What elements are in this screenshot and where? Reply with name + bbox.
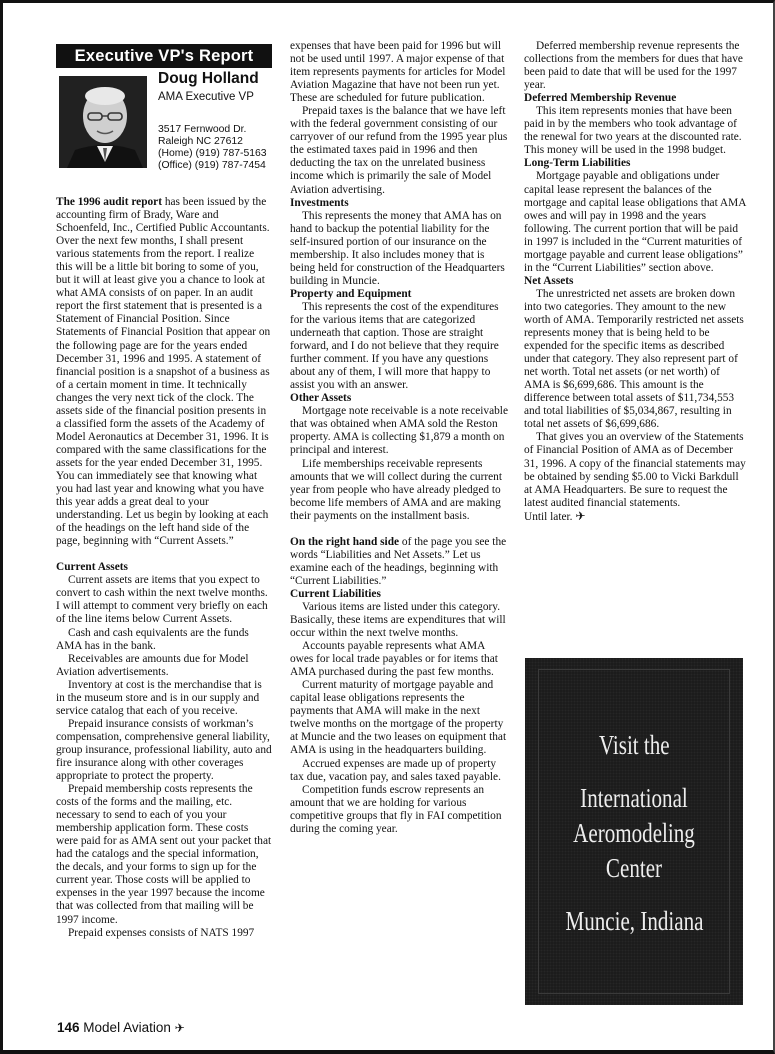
publication-name: Model Aviation	[83, 1020, 171, 1035]
phone-office: (Office) (919) 787-7454	[158, 160, 266, 171]
paragraph: Current assets are items that you expect to convert to cash within the next twelve months. I will attempt to comment very briefly on each of the line items below Current Assets.	[56, 574, 268, 626]
paragraph: This item represents monies that have been paid in by the members who took advantage of the renewal for two years at the discounted rate. This money will be used in the 1998 budget.	[524, 105, 742, 157]
paragraph: Deferred membership revenue represents the collections from the members for dues that have been paid to date that will be used for the 1997 year.	[524, 40, 743, 92]
paragraph: That gives you an overview of the Statements of Financial Position of AMA as of December 31, 1996. A copy of the financial statements may be obtained by sending $5.00 to Vicki Barkdull at AMA Headquarters. Be sure to request the latest audited financial statements.	[524, 431, 746, 509]
column-1	[56, 44, 272, 940]
airplane-icon: ✈	[174, 1021, 185, 1035]
portrait-image	[59, 76, 147, 168]
page-number: 146	[57, 1020, 80, 1035]
page-footer	[57, 1020, 185, 1035]
heading-investments: Investments	[290, 196, 349, 209]
column-3	[524, 40, 746, 524]
paragraph: Mortgage payable and obligations under capital lease represent the balances of the mortgage and capital lease obligations that AMA owes and will pay in 1998 and the years following. The current portion that will be paid in 1997 is included in the “Current maturities of mortgage payable and current lease obligations” in the “Current Liabilities” section above.	[524, 170, 746, 274]
author-photo	[59, 76, 147, 168]
address-street: 3517 Fernwood Dr.	[158, 124, 247, 135]
report-title: Executive VP's Report	[56, 44, 272, 68]
signoff	[524, 510, 746, 524]
author-address	[158, 124, 267, 172]
ad-line-international: International	[580, 783, 688, 813]
paragraph: Cash and cash equivalents are the funds AMA has in the bank.	[56, 626, 249, 652]
paragraph: Current maturity of mortgage payable and capital lease obligations represents the payments that AMA will make in the next twelve months on the mortgage of the property at Muncie and the two leases on equipment that AMA is using in the headquarters building.	[290, 679, 507, 757]
heading-current-liabilities: Current Liabilities	[290, 587, 381, 600]
paragraph: This represents the money that AMA has on hand to backup the potential liability for the self-insured portion of our insurance on the membership. It also includes money that is being held for construction of the Headquarters building in Muncie.	[290, 209, 505, 287]
paragraph: Competition funds escrow represents an amount that we are holding for various competitive groups that fly in FAI competition during the coming year.	[290, 783, 502, 835]
heading-long-term-liabilities: Long-Term Liabilities	[524, 157, 631, 170]
ad-line-visit: Visit the	[598, 730, 670, 760]
ad-line-center: Center	[605, 853, 663, 883]
paragraph: Prepaid membership costs represents the costs of the forms and the mailing, etc. necessary to send to each of you your membership application form. These costs were paid for as AMA sent out your packet that had the catalogs and the special information, the decals, and your forms to sign up for the current year. Those costs will be applied to expenses in the year 1997 because the income that was collected from that mailing will be 1997 income.	[56, 783, 272, 926]
rhs-body: of the page you see the words “Liabilities and Net Assets.” Let us examine each of the headings, beginning with “Current Liabilities.”	[290, 535, 507, 587]
heading-deferred-membership: Deferred Membership Revenue	[524, 92, 677, 105]
intro-lead: The 1996 audit report	[56, 196, 162, 208]
heading-property-equipment: Property and Equipment	[290, 287, 412, 300]
ad-text-frame	[538, 669, 730, 994]
paragraph: Prepaid taxes is the balance that we have left with the federal government consisting of our carryover of our refund from the 1995 year plus the estimated taxes paid in 1996 and then deducting the tax on the unrelated business income which is primarily the sale of Model Aviation advertising.	[290, 105, 508, 196]
phone-home: (Home) (919) 787-5163	[158, 148, 267, 159]
column-2	[290, 40, 508, 836]
ad-line-muncie: Muncie, Indiana	[564, 906, 704, 936]
heading-net-assets: Net Assets	[524, 274, 574, 287]
rhs-paragraph	[290, 536, 508, 588]
heading-current-assets: Current Assets	[56, 561, 128, 574]
ad-line-aeromodeling: Aeromodeling	[573, 818, 695, 848]
rhs-lead: On the right hand side	[290, 535, 400, 548]
paragraph: Prepaid insurance consists of workman’s compensation, comprehensive general liability, group insurance, professional liability, auto and fire insurance along with other coverages appropriate to protect the property.	[56, 717, 272, 783]
intro-paragraph	[56, 196, 272, 548]
intro-body: has been issued by the accounting firm of Brady, Ware and Schoenfeld, Inc., Certified Public Accountants. Over the next few months, I shall present various statements from the report. I realize this will be a little bit boring to some of you, but it will at least give you a chance to look at what AMA consists of on paper. In an audit report the first statement that is presented is a Statement of Financial Position. Since Statements of Financial Position that appear on the following page are for the years ended December 31, 1996 and 1995. A statement of financial position is a snapshot of a business as of a certain moment in time. It technically changes the very next tick of the clock. The assets side of the financial position presents in a classified form the assets of the Academy of Model Aeronautics at December 31, 1996. It is compared with the same classifications for the assets for the year ended December 31, 1995. You can immediately see that knowing what you had last year and knowing what you have this year adds a great deal to your understanding. Let us begin by looking at each of the headings on the left hand side of the page, beginning with “Current Assets.”	[56, 196, 271, 548]
paragraph: Mortgage note receivable is a note receivable that was obtained when AMA sold the Reston property. AMA is collecting $1,879 a month on principal and interest.	[290, 405, 508, 457]
paragraph: expenses that have been paid for 1996 but will not be used until 1997. A major expense of that item represents payments for articles for Model Aviation Magazine that have not been run yet. These are scheduled for future publication.	[290, 40, 506, 105]
author-name: Doug Holland	[158, 70, 259, 87]
paragraph: Inventory at cost is the merchandise that is in the museum store and is in our supply and service catalog that each of you receive.	[56, 678, 262, 717]
author-title: AMA Executive VP	[158, 91, 254, 103]
paragraph: Receivables are amounts due for Model Aviation advertisements.	[56, 652, 249, 678]
author-block	[56, 68, 272, 196]
paragraph: Life memberships receivable represents amounts that we will collect during the current year from people who have already pledged to become life members of AMA and are making their payments on the installment basis.	[290, 457, 503, 522]
paragraph: Accounts payable represents what AMA owes for local trade payables or for items that AMA purchased during the past few months.	[290, 640, 498, 679]
paragraph: This represents the cost of the expenditures for the various items that are categorized underneath that caption. Those are straight forward, and I do not believe that they require further comment. If you have any questions about any of them, I will more that happy to assist you with an answer.	[290, 300, 499, 392]
paragraph: Prepaid expenses consists of NATS 1997	[68, 926, 255, 939]
paragraph: Various items are listed under this category. Basically, these items are expenditures that will occur within the next twelve months.	[290, 600, 506, 640]
address-city: Raleigh NC 27612	[158, 136, 243, 147]
heading-other-assets: Other Assets	[290, 392, 352, 405]
paragraph: Accrued expenses are made up of property tax due, vacation pay, and sales taxed payable.	[290, 757, 501, 783]
muncie-advertisement	[525, 658, 743, 1005]
airplane-icon: ✈	[575, 508, 586, 523]
paragraph: The unrestricted net assets are broken down into two categories. They amount to the new worth of AMA. Temporarily restricted net assets represents money that is being held to be expended for the specific items as described under that category. They also represent part of net worth. Total net assets (or net worth) of AMA is $6,699,686. This amount is the difference between total assets of $11,734,553 and total liabilities of $5,034,867, resulting in total net assets of $6,699,686.	[524, 287, 744, 431]
signoff-text: Until later.	[524, 510, 573, 523]
